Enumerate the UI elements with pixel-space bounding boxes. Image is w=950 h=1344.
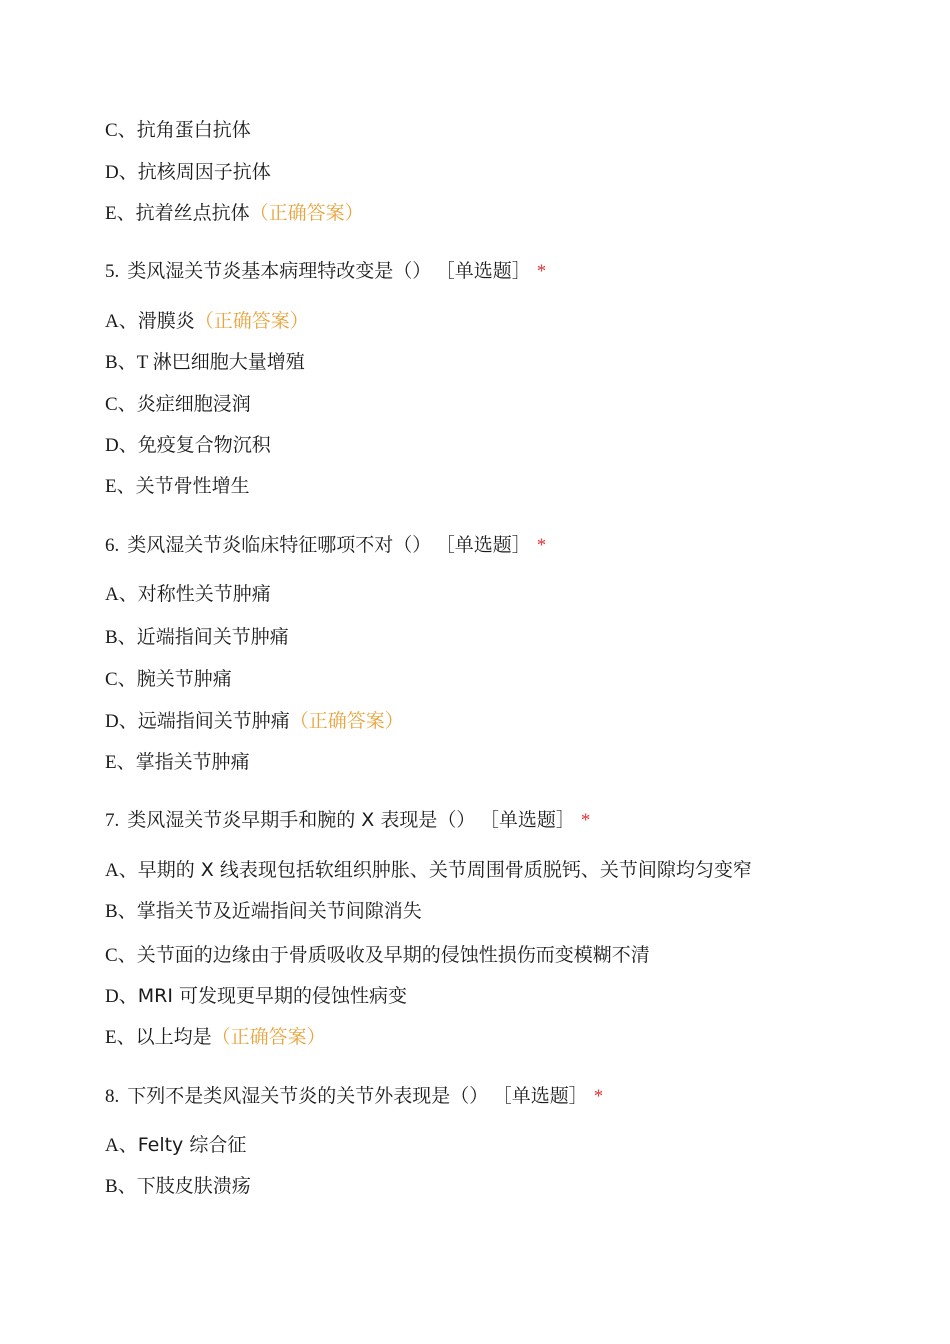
option-letter: E、: [105, 1027, 136, 1048]
option-text: MRI 可发现更早期的侵蚀性病变: [137, 985, 407, 1007]
required-mark: *: [536, 261, 547, 282]
question-type: ［单选题］: [445, 534, 531, 556]
option-letter: C、: [105, 394, 137, 415]
q6-option-b[interactable]: [105, 625, 289, 650]
option-letter: A、: [105, 584, 138, 605]
option-letter: A、: [105, 1135, 138, 1156]
q7-option-d[interactable]: [105, 984, 407, 1009]
option-letter: D、: [105, 711, 138, 732]
option-letter: D、: [105, 435, 138, 456]
option-letter: B、: [105, 1176, 137, 1197]
option-text: Felty 综合征: [137, 1134, 247, 1156]
question-8-title: [105, 1084, 603, 1109]
option-letter: D、: [105, 986, 138, 1007]
q8-option-b[interactable]: [105, 1174, 251, 1199]
question-number: 8.: [105, 1086, 120, 1107]
option-text: 腕关节肿痛: [136, 668, 232, 690]
q8-option-a[interactable]: [105, 1133, 246, 1158]
q5-option-c[interactable]: [105, 392, 251, 417]
option-text: T 淋巴细胞大量增殖: [136, 352, 305, 373]
q6-option-d[interactable]: [105, 709, 404, 734]
option-text: 抗角蛋白抗体: [136, 119, 251, 141]
option-letter: E、: [105, 476, 136, 497]
q7-option-c[interactable]: [105, 943, 650, 968]
correct-answer-label: （正确答案）: [211, 1026, 326, 1048]
q4-option-d: [105, 160, 271, 185]
q6-option-e[interactable]: [105, 750, 250, 775]
option-letter: D、: [105, 162, 138, 183]
required-mark: *: [593, 1086, 604, 1107]
option-text: 抗着丝点抗体: [135, 202, 250, 224]
option-text: 关节骨性增生: [135, 475, 250, 497]
q5-option-e[interactable]: [105, 474, 250, 499]
option-letter: B、: [105, 352, 137, 373]
question-6-title: [105, 533, 546, 558]
option-text: 免疫复合物沉积: [137, 434, 271, 456]
question-number: 7.: [105, 810, 120, 831]
option-text: 滑膜炎: [137, 310, 195, 332]
question-5-title: [105, 259, 546, 284]
question-text: 类风湿关节炎临床特征哪项不对（）: [127, 534, 432, 556]
option-text: 早期的 X 线表现包括软组织肿胀、关节周围骨质脱钙、关节间隙均匀变窄: [137, 859, 752, 881]
option-text: 关节面的边缘由于骨质吸收及早期的侵蚀性损伤而变模糊不清: [136, 944, 650, 966]
q5-option-a[interactable]: [105, 309, 309, 334]
option-text: 近端指间关节肿痛: [136, 626, 289, 648]
option-letter: A、: [105, 311, 138, 332]
option-text: 以上均是: [135, 1026, 212, 1048]
question-7-title: [105, 808, 590, 833]
option-letter: C、: [105, 669, 137, 690]
question-type: ［单选题］: [502, 1085, 588, 1107]
question-text: 下列不是类风湿关节炎的关节外表现是（）: [127, 1085, 489, 1107]
question-type: ［单选题］: [445, 260, 531, 282]
option-letter: C、: [105, 945, 137, 966]
option-letter: B、: [105, 627, 137, 648]
question-text: 类风湿关节炎早期手和腕的 X 表现是（）: [127, 809, 476, 831]
required-mark: *: [536, 535, 547, 556]
q6-option-a[interactable]: [105, 582, 271, 607]
q5-option-b[interactable]: [105, 350, 305, 375]
q4-option-e: [105, 201, 364, 226]
option-text: 下肢皮肤溃疡: [136, 1175, 251, 1197]
q7-option-e[interactable]: [105, 1025, 326, 1050]
q6-option-c[interactable]: [105, 667, 232, 692]
question-number: 6.: [105, 535, 120, 556]
question-text: 类风湿关节炎基本病理特改变是（）: [127, 260, 432, 282]
option-letter: B、: [105, 901, 137, 922]
option-letter: E、: [105, 203, 136, 224]
correct-answer-label: （正确答案）: [289, 710, 404, 732]
option-text: 掌指关节及近端指间关节间隙消失: [136, 900, 422, 922]
option-text: 对称性关节肿痛: [137, 583, 271, 605]
required-mark: *: [580, 810, 591, 831]
q4-option-c: [105, 118, 251, 143]
question-number: 5.: [105, 261, 120, 282]
option-text: 掌指关节肿痛: [135, 751, 250, 773]
option-letter: E、: [105, 752, 136, 773]
option-text: 抗核周因子抗体: [137, 161, 271, 183]
correct-answer-label: （正确答案）: [249, 202, 364, 224]
option-text: 远端指间关节肿痛: [137, 710, 290, 732]
option-letter: C、: [105, 120, 137, 141]
q5-option-d[interactable]: [105, 433, 271, 458]
q7-option-b[interactable]: [105, 899, 422, 924]
option-letter: A、: [105, 860, 138, 881]
question-type: ［单选题］: [489, 809, 575, 831]
q7-option-a[interactable]: [105, 858, 752, 883]
correct-answer-label: （正确答案）: [194, 310, 309, 332]
option-text: 炎症细胞浸润: [136, 393, 251, 415]
